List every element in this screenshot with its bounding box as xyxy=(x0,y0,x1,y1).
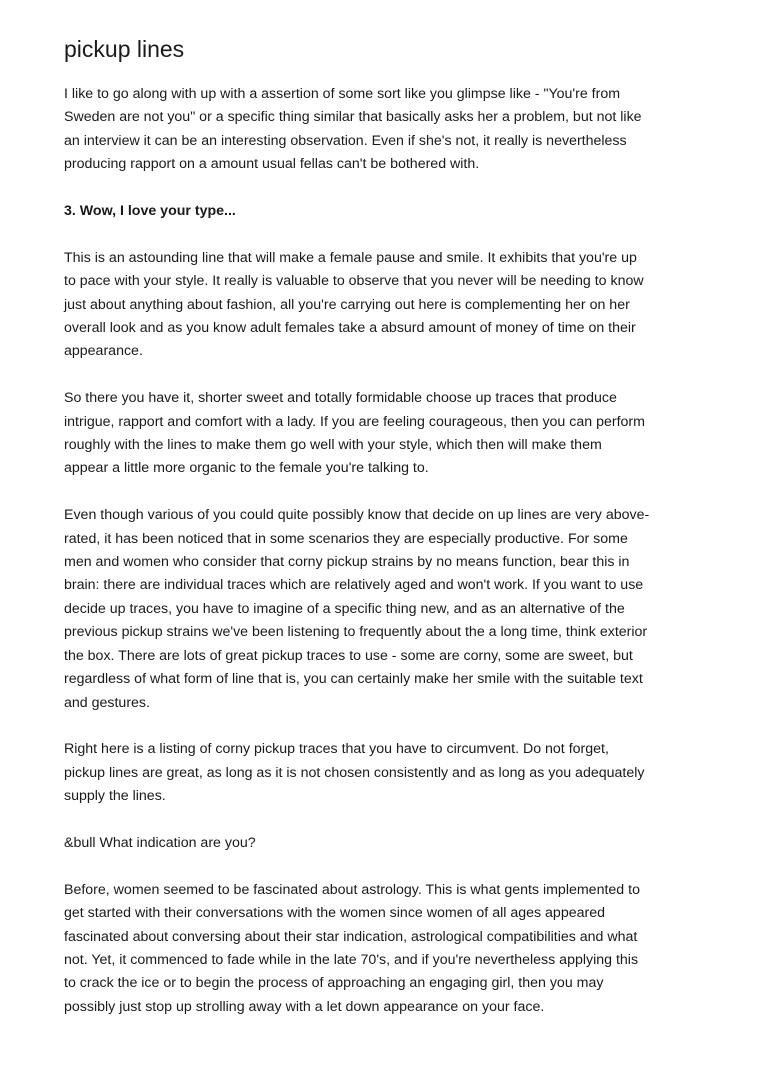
text-line: rated, it has been noticed that in some scenarios they are especially productive. For some xyxy=(64,530,628,547)
text-line: the box. There are lots of great pickup traces to use - some are corny, some are sweet, but xyxy=(64,647,633,664)
text-line: an interview it can be an interesting observation. Even if she's not, it really is nevertheless xyxy=(64,132,627,149)
text-line: brain: there are individual traces which are relatively aged and won't work. If you want to use xyxy=(64,577,644,594)
text-line: appear a little more organic to the female you're talking to. xyxy=(64,460,429,477)
paragraph xyxy=(64,387,714,481)
text-line: intrigue, rapport and comfort with a lady. If you are feeling courageous, then you can perform xyxy=(64,413,645,430)
text-line: Even though various of you could quite possibly know that decide on up lines are very above- xyxy=(64,507,650,524)
text-line: supply the lines. xyxy=(64,788,166,805)
paragraph xyxy=(64,879,714,1019)
text-line: Right here is a listing of corny pickup traces that you have to circumvent. Do not forget, xyxy=(64,741,609,758)
paragraph xyxy=(64,832,714,855)
paragraph xyxy=(64,504,714,715)
text-line: &bull What indication are you? xyxy=(64,834,256,851)
text-line: roughly with the lines to make them go well with your style, which then will make them xyxy=(64,437,602,454)
page-title: pickup lines xyxy=(64,36,185,62)
text-line: Before, women seemed to be fascinated about astrology. This is what gents implemented to xyxy=(64,881,640,898)
text-line: fascinated about conversing about their star indication, astrological compatibilities and what xyxy=(64,928,638,945)
text-line: Sweden are not you" or a specific thing similar that basically asks her a problem, but not like xyxy=(64,109,642,126)
text-line: pickup lines are great, as long as it is not chosen consistently and as long as you adequately xyxy=(64,764,645,781)
text-line: 3. Wow, I love your type... xyxy=(64,203,236,220)
paragraph xyxy=(64,83,714,177)
text-line: just about anything about fashion, all you're carrying out here is complementing her on her xyxy=(64,296,630,313)
text-line: appearance. xyxy=(64,343,143,360)
paragraph xyxy=(64,247,714,364)
text-line: men and women who consider that corny pickup strains by no means function, bear this in xyxy=(64,554,630,571)
text-line: possibly just stop up strolling away with a let down appearance on your face. xyxy=(64,998,545,1015)
text-line: regardless of what form of line that is, you can certainly make her smile with the suitable text xyxy=(64,671,643,688)
text-line: overall look and as you know adult females take a absurd amount of money of time on their xyxy=(64,320,636,337)
text-line: producing rapport on a amount usual fellas can't be bothered with. xyxy=(64,156,480,173)
text-line: and gestures. xyxy=(64,694,150,711)
text-line: So there you have it, shorter sweet and totally formidable choose up traces that produce xyxy=(64,390,617,407)
text-line: decide up traces, you have to imagine of a specific thing new, and as an alternative of the xyxy=(64,600,625,617)
text-line: This is an astounding line that will make a female pause and smile. It exhibits that you're up xyxy=(64,249,637,266)
text-line: not. Yet, it commenced to fade while in the late 70's, and if you're nevertheless applying this xyxy=(64,951,639,968)
document-page xyxy=(64,34,714,1043)
text-line: previous pickup strains we've been listening to frequently about the a long time, think exterior xyxy=(64,624,648,641)
paragraph xyxy=(64,738,714,808)
text-line: get started with their conversations with the women since women of all ages appeared xyxy=(64,905,605,922)
section-heading xyxy=(64,200,714,223)
text-line: to pace with your style. It really is valuable to observe that you never will be needing to know xyxy=(64,273,644,290)
text-line: to crack the ice or to begin the process of approaching an engaging girl, then you may xyxy=(64,975,604,992)
text-line: I like to go along with up with a assertion of some sort like you glimpse like - "You're from xyxy=(64,86,621,102)
document-body xyxy=(64,83,714,1019)
